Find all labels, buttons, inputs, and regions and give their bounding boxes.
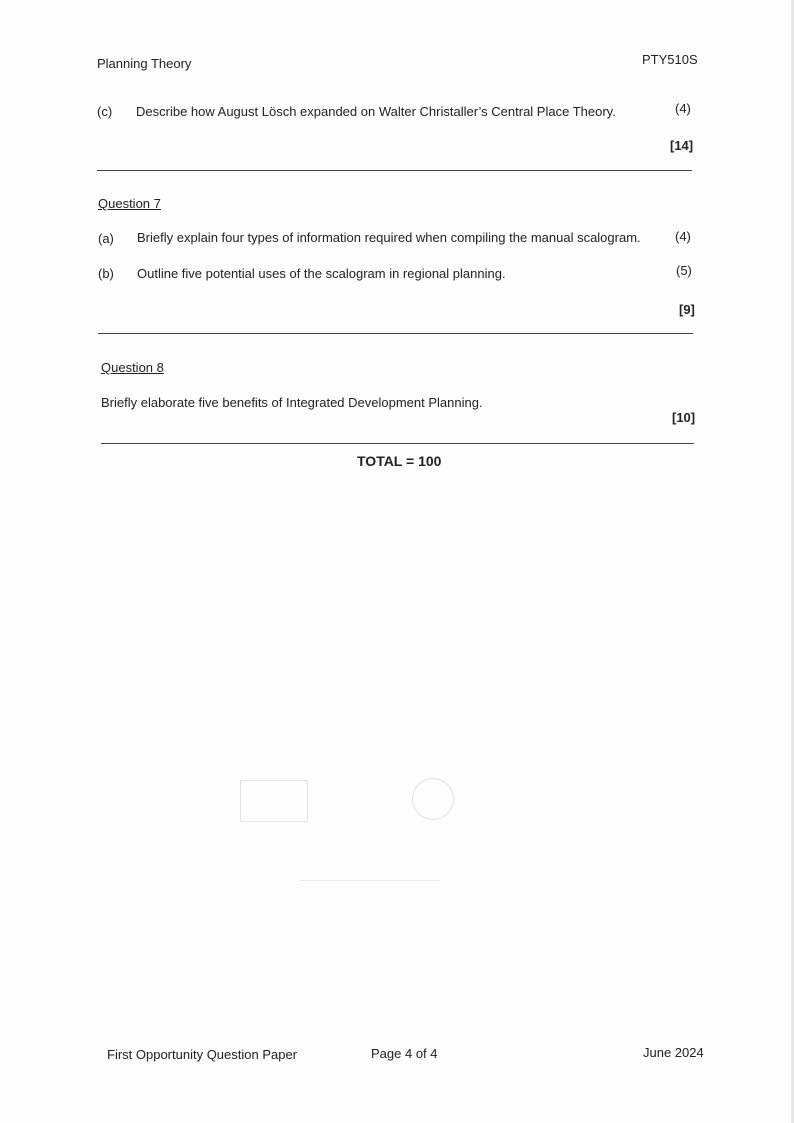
divider	[97, 170, 692, 171]
course-code: PTY510S	[642, 52, 698, 67]
course-title: Planning Theory	[97, 56, 192, 71]
q8-title: Question 8	[101, 360, 164, 375]
q6-part-c-marks: (4)	[675, 101, 691, 116]
q8-text: Briefly elaborate five benefits of Integrated Development Planning.	[101, 395, 483, 410]
faint-stamp-box	[240, 780, 308, 822]
footer-date: June 2024	[643, 1045, 704, 1060]
q7-part-a-marks: (4)	[675, 229, 691, 244]
q8-total: [10]	[672, 410, 696, 425]
q7-part-a-text: Briefly explain four types of information required when compiling the manual scalogram.	[137, 230, 641, 245]
faint-seal-icon	[412, 778, 454, 820]
divider	[101, 443, 694, 444]
q7-part-b-marks: (5)	[676, 263, 692, 278]
q6-part-c-label: (c)	[97, 104, 113, 119]
divider	[98, 333, 693, 334]
q7-part-b-label: (b)	[98, 266, 114, 281]
q7-part-a-label: (a)	[98, 231, 114, 246]
q6-total: [14]	[670, 138, 694, 153]
q7-total: [9]	[679, 302, 695, 317]
footer-page-number: Page 4 of 4	[371, 1046, 438, 1061]
faint-mark	[300, 880, 440, 881]
q7-title: Question 7	[98, 196, 161, 211]
footer-left: First Opportunity Question Paper	[107, 1047, 298, 1062]
grand-total: TOTAL = 100	[357, 453, 442, 469]
q6-part-c-text: Describe how August Lösch expanded on Walter Christaller’s Central Place Theory.	[136, 104, 616, 119]
q7-part-b-text: Outline five potential uses of the scalogram in regional planning.	[137, 266, 506, 281]
